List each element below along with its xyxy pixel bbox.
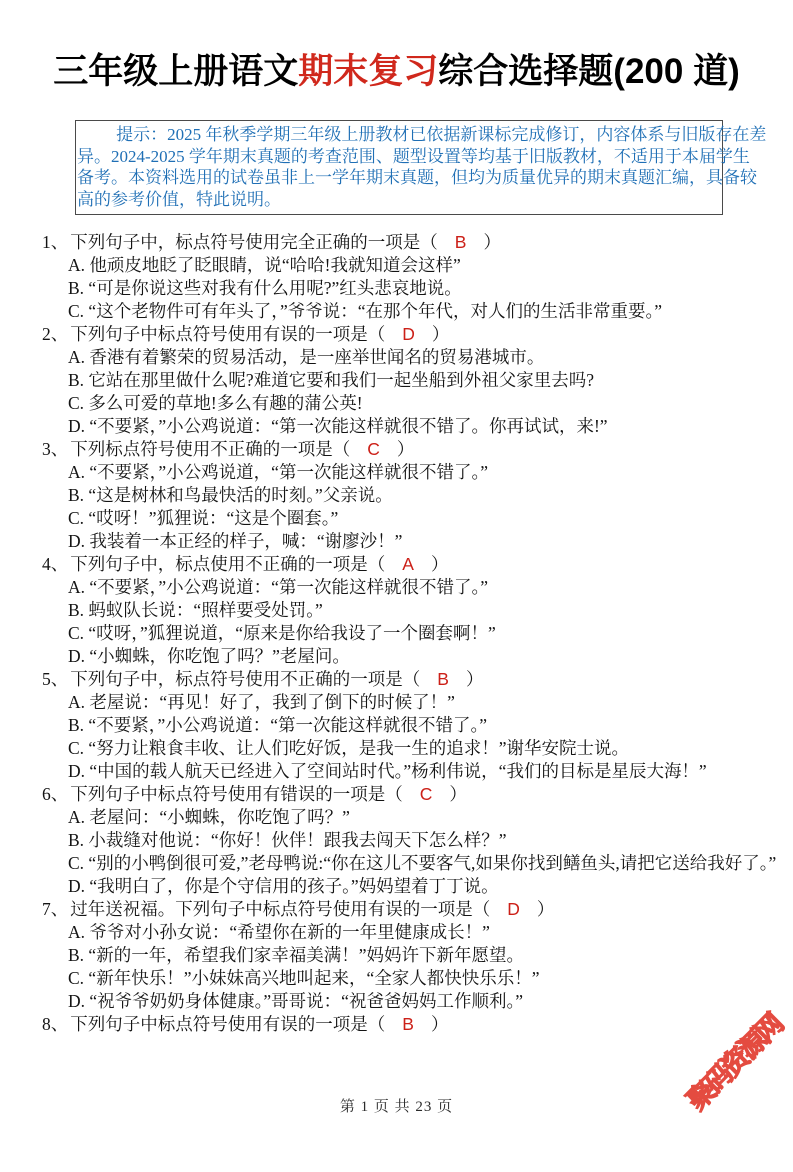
answer-paren-open: （	[367, 554, 386, 574]
question-number: 7、	[42, 899, 69, 919]
answer-paren-close: ）	[536, 899, 555, 919]
question-text: 下列句子中标点符号使用有误的一项是	[70, 1014, 368, 1034]
answer-paren-close: ）	[431, 324, 450, 344]
question-text: 下列句子中标点符号使用有误的一项是	[70, 324, 368, 344]
answer-letter: C	[419, 784, 433, 804]
option-line: D. 我装着一本正经的样子，喊：“谢廖沙！”	[68, 531, 403, 551]
answer-letter: A	[402, 554, 414, 574]
option-line: A. 他顽皮地眨了眨眼睛，说“哈哈!我就知道会这样”	[68, 255, 461, 275]
option-line: C. “哎呀！”狐狸说：“这是个圈套。”	[68, 508, 339, 528]
option-line: A. 爷爷对小孙女说：“希望你在新的一年里健康成长！”	[68, 922, 490, 942]
option-line: D. “我明白了，你是个守信用的孩子。”妈妈望着丁丁说。	[68, 876, 499, 896]
question-stem	[42, 323, 793, 346]
page-number: 第 1 页 共 23 页	[339, 1099, 454, 1115]
question-block	[42, 438, 793, 553]
question-block	[42, 668, 793, 783]
option-line: C. “哎呀，”狐狸说道，“原来是你给我设了一个圈套啊！”	[68, 623, 496, 643]
question-stem	[42, 438, 793, 461]
answer-paren-close: ）	[430, 1014, 449, 1034]
question-block	[42, 323, 793, 438]
answer-paren-open: （	[385, 784, 403, 804]
option-line: B. “可是你说这些对我有什么用呢?”红头悲哀地说。	[68, 278, 462, 298]
answer-paren-open: （	[332, 439, 351, 459]
option-line: A. 老屋说：“再见！好了，我到了倒下的时候了！”	[68, 692, 455, 712]
question-block	[42, 1013, 793, 1036]
option-line: A. 老屋问：“小蜘蛛，你吃饱了吗？”	[68, 807, 350, 827]
page-title	[0, 50, 793, 94]
option-line: D. “祝爷爷奶奶身体健康。”哥哥说：“祝爸爸妈妈工作顺利。”	[68, 991, 523, 1011]
option-line: C. “新年快乐！”小妹妹高兴地叫起来，“全家人都快快乐乐！”	[68, 968, 540, 988]
question-text: 下列句子中，标点使用不正确的一项是	[70, 554, 368, 574]
question-block	[42, 898, 793, 1013]
question-number: 8、	[42, 1014, 69, 1034]
question-number: 5、	[42, 669, 69, 689]
question-stem	[42, 231, 793, 254]
answer-paren-close: ）	[430, 554, 449, 574]
option-line: B. 蚂蚁队长说：“照样要受处罚。”	[68, 600, 323, 620]
notice-line: 高的参考价值，特此说明。	[77, 189, 281, 209]
question-number: 4、	[42, 554, 69, 574]
answer-paren-close: ）	[396, 439, 415, 459]
question-stem	[42, 783, 793, 806]
option-line: B. “新的一年，希望我们家幸福美满！”妈妈许下新年愿望。	[68, 945, 524, 965]
question-stem	[42, 1013, 793, 1036]
option-line: B. 它站在那里做什么呢?难道它要和我们一起坐船到外祖父家里去吗?	[68, 370, 594, 390]
exam-page	[0, 50, 793, 1172]
question-block	[42, 783, 793, 898]
question-text: 下列句子中，标点符号使用完全正确的一项是	[70, 232, 421, 252]
answer-letter: D	[402, 324, 415, 344]
question-list	[42, 231, 793, 1036]
question-text: 过年送祝福。下列句子中标点符号使用有误的一项是	[70, 899, 473, 919]
option-line: B. “这是树林和鸟最快活的时刻。”父亲说。	[68, 485, 393, 505]
option-line: C. “这个老物件可有年头了，”爷爷说：“在那个年代，对人们的生活非常重要。”	[68, 301, 662, 321]
answer-paren-close: ）	[449, 784, 467, 804]
answer-letter: B	[454, 232, 467, 252]
question-stem	[42, 668, 793, 691]
notice-line: 异。2024-2025 学年期末真题的考查范围、题型设置等均基于旧版教材，不适用于本届学生	[77, 146, 750, 166]
answer-paren-close: ）	[465, 669, 484, 689]
answer-paren-open: （	[367, 1014, 386, 1034]
notice-box	[75, 120, 767, 215]
watermark: 聚码资源网	[681, 1009, 788, 1116]
answer-paren-open: （	[402, 669, 421, 689]
title-suffix: 综合选择题(200 道)	[438, 52, 740, 91]
answer-letter: B	[437, 669, 449, 689]
answer-paren-close: ）	[483, 232, 501, 252]
question-block	[42, 231, 793, 323]
title-highlight: 期末复习	[298, 52, 439, 91]
option-line: C. “别的小鸭倒很可爱,”老母鸭说:“你在这儿不要客气,如果你找到鳝鱼头,请把它送给我好了。”	[68, 853, 777, 873]
option-line: B. “不要紧，”小公鸡说道：“第一次能这样就很不错了。”	[68, 715, 487, 735]
question-number: 6、	[42, 784, 69, 804]
question-stem	[42, 553, 793, 576]
question-text: 下列句子中标点符号使用有错误的一项是	[70, 784, 386, 804]
answer-letter: B	[402, 1014, 414, 1034]
question-text: 下列句子中，标点符号使用不正确的一项是	[70, 669, 403, 689]
answer-paren-open: （	[367, 324, 386, 344]
question-number: 3、	[42, 439, 69, 459]
question-block	[42, 553, 793, 668]
title-prefix: 三年级上册语文	[53, 52, 299, 91]
option-line: D. “不要紧，”小公鸡说道：“第一次能这样就很不错了。你再试试，来!”	[68, 416, 608, 436]
question-number: 2、	[42, 324, 69, 344]
notice-line: 备考。本资料选用的试卷虽非上一学年期末真题，但均为质量优异的期末真题汇编，具备较	[77, 168, 757, 187]
option-line: C. 多么可爱的草地!多么有趣的蒲公英!	[68, 393, 363, 413]
question-text: 下列标点符号使用不正确的一项是	[70, 439, 333, 459]
option-line: C. “努力让粮食丰收、让人们吃好饭，是我一生的追求！”谢华安院士说。	[68, 738, 629, 758]
answer-letter: C	[367, 439, 380, 459]
option-line: A. 香港有着繁荣的贸易活动，是一座举世闻名的贸易港城市。	[68, 347, 545, 367]
question-stem	[42, 898, 793, 921]
option-line: D. “中国的载人航天已经进入了空间站时代。”杨利伟说，“我们的目标是星辰大海！”	[68, 761, 707, 781]
notice-line: 提示：2025 年秋季学期三年级上册教材已依据新课标完成修订，内容体系与旧版存在差	[116, 125, 767, 144]
option-line: B. 小裁缝对他说：“你好！伙伴！跟我去闯天下怎么样？”	[68, 830, 507, 850]
answer-paren-open: （	[420, 232, 438, 252]
answer-letter: D	[507, 899, 520, 919]
question-number: 1、	[42, 232, 69, 252]
option-line: A. “不要紧，”小公鸡说道：“第一次能这样就很不错了。”	[68, 577, 488, 597]
option-line: D. “小蜘蛛，你吃饱了吗？”老屋问。	[68, 646, 350, 666]
answer-paren-open: （	[472, 899, 491, 919]
option-line: A. “不要紧，”小公鸡说道，“第一次能这样就很不错了。”	[68, 462, 488, 482]
